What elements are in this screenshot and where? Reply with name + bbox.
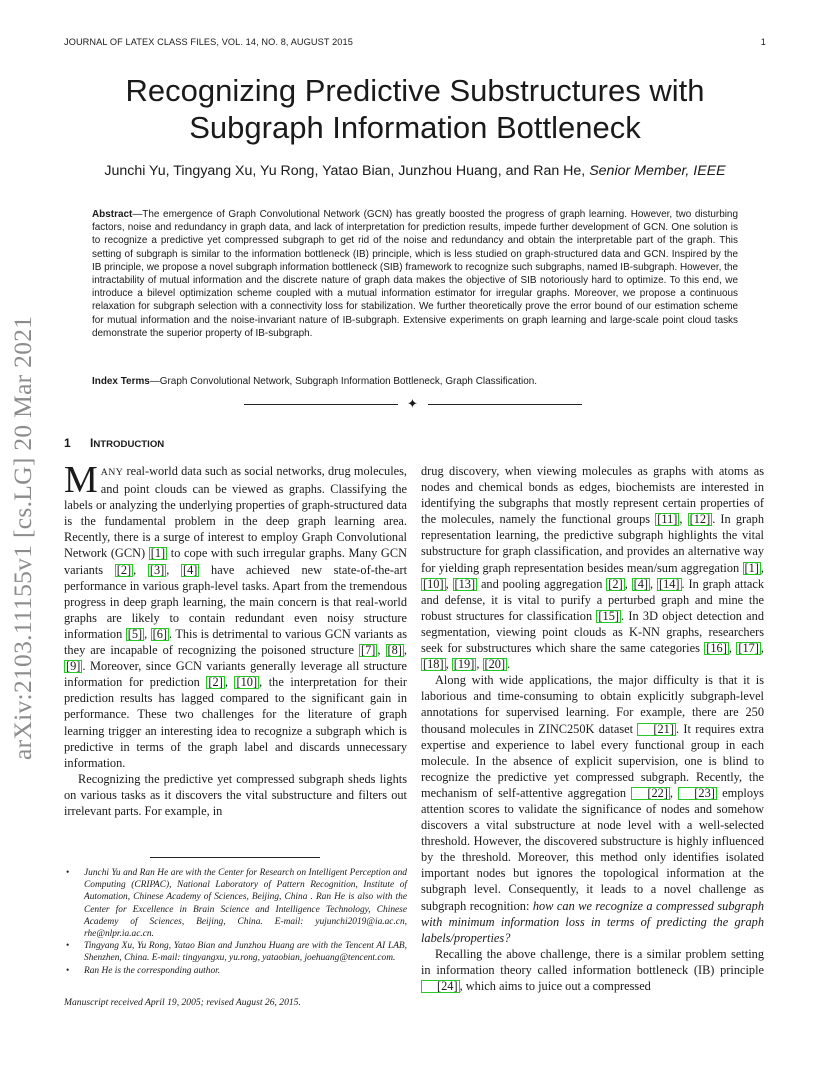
section-title-initial: I <box>90 436 94 450</box>
bullet-icon: • <box>66 868 70 878</box>
right-column <box>421 463 764 994</box>
paragraph: Along with wide applications, the major difficulty is that it is laborious and time-consuming to obtain explicitly subgraph-level annotations for supervised learning. For example, there are 250 thousand molecules in ZINC250K dataset [21] . It requires extra expertise and experience to label every functional group in each molecule. In the absence of explicit supervision, one is blind to recognize the predictive yet compressed subgraph. Recently, the mechanism of self-attentive aggregation [22] , [23] employs attention scores to validate the significance of nodes and somehow discovers a vital substructure at node level with a well-selected threshold. However, the discovered substructure is highly influenced by the threshold. Moreover, this method only identifies isolated important nodes but ignores the topological information at the subgraph level. Consequently, it leads to a novel challenge as subgraph recognition: how can we recognize a compressed subgraph with minimum information loss in terms of predicting the graph labels/properties? <box>421 673 764 945</box>
text-run: . In graph attack and defense, it is vital to purify a perturbed graph and mine the robust structures for classification <box>421 576 765 623</box>
citation-link[interactable]: [2] <box>116 562 132 577</box>
footnote-item <box>64 965 407 977</box>
paragraph <box>421 946 764 994</box>
text-run: real-world data such as social networks, drug molecules, and point clouds can be viewed as graphs. Classifying the labels or analyzing the underlying properties of graph-structured data is the fundamental problem in the deep graph learning area. Recently, there is a surge of interest to employ Graph Convolutional Network (GCN) <box>64 464 407 561</box>
citation-link[interactable]: [10] <box>236 675 258 690</box>
citation-link[interactable]: [16] <box>706 641 727 656</box>
section-heading <box>64 436 164 450</box>
footnote-rule <box>150 857 320 858</box>
author-names: Junchi Yu, Tingyang Xu, Yu Rong, Yatao Bian, Junzhou Huang, and Ran He, <box>104 163 586 179</box>
citation-link[interactable]: [12] <box>689 512 711 527</box>
bullet-icon: • <box>66 965 70 976</box>
text-run: have achieved new state-of-the-art performance in various graph-level tasks. Apart from the tremendous progress in deep graph learning, the main concern is that real-world graphs are likely to contain redundant even noisy structure information <box>64 562 408 641</box>
page-number: 1 <box>760 37 766 47</box>
journal-name: JOURNAL OF LATEX CLASS FILES, VOL. 14, NO. 8, AUGUST 2015 <box>64 37 353 47</box>
citation-link[interactable]: [24] <box>421 980 460 993</box>
title-line-1: Recognizing Predictive Substructures with <box>125 73 705 108</box>
divider-line-right <box>428 404 582 405</box>
citation-link[interactable]: [3] <box>149 562 165 577</box>
footnote-text: Tingyang Xu, Yu Rong, Yatao Bian and Junzhou Huang are with the Tencent AI LAB, Shenzhen, China. E-mail: tingyangxu, yu.rong, yataobian, joehuang@tencent.com. <box>84 941 407 964</box>
citation-link[interactable]: [4] <box>183 562 198 577</box>
arxiv-stamp: arXiv:2103.11155v1 [cs.LG] 20 Mar 2021 <box>8 315 37 760</box>
section-title-rest: NTRODUCTION <box>93 439 165 450</box>
text-run: . Moreover, since GCN variants generally leverage all structure information for prediction <box>64 659 407 690</box>
citation-link[interactable]: [22] <box>631 787 670 800</box>
title-line-2: Subgraph Information Bottleneck <box>189 110 641 145</box>
section-number: 1 <box>64 436 71 450</box>
small-caps-lead: ANY <box>100 467 124 478</box>
text-run: . It requires extra expertise and experience to label every functional group in each molecule. In the absence of explicit supervision, one is blind to recognize the predictive yet compressed subgraph. Recently, the mechanism of self-attentive aggregation <box>421 721 764 800</box>
index-terms-text: —Graph Convolutional Network, Subgraph Information Bottleneck, Graph Classification. <box>149 376 538 387</box>
paragraph: Recognizing the predictive yet compressed subgraph sheds lights on various tasks as it discovers the vital substructure and filters out irrelevant parts. For example, in <box>64 771 407 818</box>
citation-link[interactable]: [4] <box>633 576 649 591</box>
text-run: , the interpretation for their prediction results has lagged compared to the significant gain in performance. These two challenges for the literature of graph learning trigger an interesting idea to recognize a subgraph which is predictive in terms of the graph label and discards unnecessary information. <box>64 675 407 770</box>
footnote-item <box>64 867 407 940</box>
text-run: . In 3D object detection and segmentation, viewing point clouds as K-NN graphs, researchers seek for substructures which share the same categories <box>421 608 764 656</box>
text-run: employs attention scores to validate the significance of nodes and somehow discovers a vital substructure at node level with a well-selected threshold. However, the discovered substructure is highly influenced by the threshold. Moreover, this method only identifies isolated important nodes but ignores the topological information at the subgraph level. Consequently, it leads to a novel challenge as subgraph recognition: <box>421 785 764 913</box>
footnotes <box>64 867 407 977</box>
citation-link[interactable]: [21] <box>637 723 676 736</box>
text-run: drug discovery, when viewing molecules as graphs with atoms as nodes and chemical bonds as edges, biochemists are interested in identifying the subgraphs that mostly represent certain properties of the molecules, namely the functional groups <box>421 464 764 527</box>
citation-link[interactable]: [14] <box>658 576 680 591</box>
emphasized-question: how can we recognize a compressed subgraph with minimum information loss in terms of predicting the graph labels/properties? <box>421 898 764 945</box>
drop-cap: M <box>64 459 98 501</box>
running-head <box>64 37 766 47</box>
citation-link[interactable]: [1] <box>150 546 166 561</box>
text-run: and pooling aggregation <box>477 576 607 591</box>
author-list <box>64 163 766 179</box>
text-run: , which aims to juice out a compressed <box>459 979 651 993</box>
left-column <box>64 459 408 819</box>
citation-link[interactable]: [10] <box>423 576 444 591</box>
paragraph: MANY real-world data such as social networks, drug molecules, and point clouds can be viewed as graphs. Classifying the labels or analyzing the underlying properties of graph-structured data is the fundamental problem in the deep graph learning area. Recently, there is a surge of interest to employ Graph Convolutional Network (GCN) [1] to cope with such irregular graphs. Many GCN variants [2] , [3] , [4] have achieved new state-of-the-art performance in various graph-level tasks. Apart from the tremendous progress in deep graph learning, the main concern is that real-world graphs are likely to contain redundant even noisy structure information [5] , [6] . This is detrimental to various GCN variants as they are incapable of recognizing the poisoned structure [7] , [8] , [9] . Moreover, since GCN variants generally leverage all structure information for prediction [2] , [10] , the interpretation for their prediction results has lagged compared to the significant gain in performance. These two challenges for the literature of graph learning trigger an interesting idea to recognize a subgraph which is predictive in terms of the graph label and discards unnecessary information. <box>64 459 408 770</box>
abstract-label: Abstract <box>92 209 133 220</box>
manuscript-note: Manuscript received April 19, 2005; revised August 26, 2015. <box>64 997 301 1008</box>
citation-link[interactable]: [19] <box>453 657 475 672</box>
citation-link[interactable]: [20] <box>484 657 506 672</box>
citation-link[interactable]: [2] <box>208 675 223 690</box>
citation-link[interactable]: [15] <box>598 608 619 623</box>
citation-link[interactable]: [1] <box>744 560 759 575</box>
text-run: . This is detrimental to various GCN variants as they are incapable of recognizing the poisoned structure <box>64 626 408 658</box>
footnote-text: Junchi Yu and Ran He are with the Center for Research on Intelligent Perception and Computing (CRIPAC), National Laboratory of Pattern Recognition, Institute of Automation, Chinese Academy of Sciences, Beijing, China . Ran He is also with the Center for Excellence in Brain Science and Intelligence Technology, Chinese Academy of Sciences, Beijing, China. E-mail: yujunchi2019@ia.ac.cn, rhe@nlpr.ia.ac.cn. <box>84 868 407 940</box>
citation-link[interactable]: [23] <box>678 787 717 800</box>
index-terms <box>92 376 738 387</box>
text-run: to cope with such irregular graphs. Many GCN variants <box>64 546 407 577</box>
citation-link[interactable]: [8] <box>387 643 402 658</box>
text-run: Recalling the above challenge, there is a similar problem setting in information theory called information bottleneck (IB) principle <box>421 946 764 977</box>
bullet-icon: • <box>66 941 70 952</box>
citation-link[interactable]: [6] <box>152 626 168 641</box>
citation-link[interactable]: [17] <box>738 641 759 656</box>
citation-link[interactable]: [9] <box>66 659 81 674</box>
text-run: Along with wide applications, the major difficulty is that it is laborious and time-consuming to obtain explicitly subgraph-level annotations for supervised learning. For example, there are 250 thousand molecules in ZINC250K dataset <box>421 673 764 736</box>
abstract-text: —The emergence of Graph Convolutional Network (GCN) has greatly boosted the progress of graph learning. However, two disturbing factors, noise and redundancy in graph data, and lack of interpretation for prediction results, impede further development of GCN. One solution is to recognize a predictive yet compressed subgraph to get rid of the noise and redundancy and obtain the interpretable part of the graph. This setting of subgraph is similar to the information bottleneck (IB) principle, which is less studied on graph-structured data and GCN. Inspired by the IB principle, we propose a novel subgraph information bottleneck (SIB) framework to recognize such subgraphs, named IB-subgraph. However, the intractability of mutual information and the discrete nature of graph data makes the objective of SIB notoriously hard to optimize. To this end, we introduce a bilevel optimization scheme coupled with a mutual information estimator for irregular graphs. Moreover, we propose a continuous relaxation for subgraph selection with a connectivity loss for stabilization. We further theoretically prove the error bound of our estimation scheme for mutual information and the noise-invariant nature of IB-subgraph. Extensive experiments on graph learning and large-scale point cloud tasks demonstrate the superior property of IB-subgraph. <box>92 209 738 339</box>
citation-link[interactable]: [11] <box>657 512 678 527</box>
citation-link[interactable]: [7] <box>361 643 376 658</box>
divider-diamond-icon: ✦ <box>407 396 418 411</box>
citation-link[interactable]: [13] <box>454 576 476 591</box>
abstract <box>92 208 738 340</box>
footnote-item <box>64 940 407 964</box>
citation-link[interactable]: [18] <box>423 657 444 672</box>
footnote-text: Ran He is the corresponding author. <box>84 965 221 976</box>
paragraph: drug discovery, when viewing molecules as graphs with atoms as nodes and chemical bonds as edges, biochemists are interested in identifying the subgraphs that mostly represent certain properties of the molecules, namely the functional groups [11] , [12] . In graph representation learning, the predictive subgraph highlights the vital substructure for graph classification, and provides an alternative way for yielding graph representation besides mean/sum aggregation [1] , [10] , [13] and pooling aggregation [2] , [4] , [14] . In graph attack and defense, it is vital to purify a perturbed graph and mine the robust structures for classification [15] . In 3D object detection and segmentation, viewing point clouds as K-NN graphs, researchers seek for substructures which share the same categories [16] , [17] , [18] , [19] , [20] . <box>421 464 765 672</box>
text-run: . In graph representation learning, the predictive subgraph highlights the vital substructure for graph classification, and provides an alternative way for yielding graph representation besides mean/sum aggregation <box>421 512 764 575</box>
divider-line-left <box>244 404 398 405</box>
author-membership: Senior Member, IEEE <box>589 163 726 179</box>
citation-link[interactable]: [5] <box>127 626 143 641</box>
paper-title <box>64 72 766 146</box>
citation-link[interactable]: [2] <box>608 576 623 591</box>
index-terms-label: Index Terms <box>92 376 150 387</box>
